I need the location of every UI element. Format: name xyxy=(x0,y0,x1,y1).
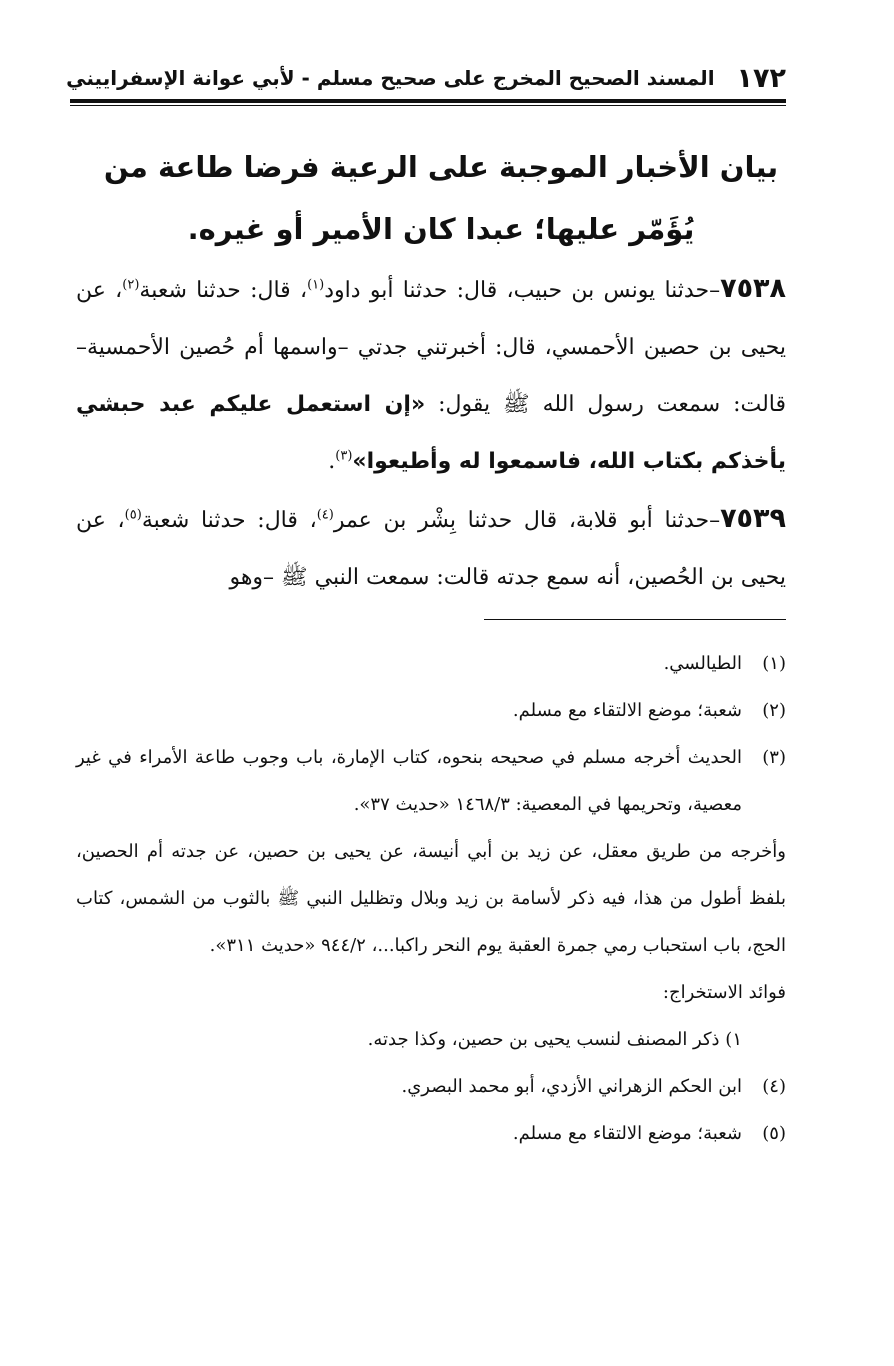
footnote-text: الحديث أخرجه مسلم في صحيحه بنحوه، كتاب الإمارة، باب وجوب طاعة الأمراء في غير معصية، وتحريمها في المعصية: ١٤٦٨/٣ «حديث ٣٧». xyxy=(76,747,742,815)
footnote xyxy=(76,734,786,828)
footnote-ref[interactable]: (١) xyxy=(307,277,325,293)
prophetic-quote: «إن استعمل عليكم عبد حبشي يأخذكم بكتاب الله، فاسمعوا له وأطيعوا» xyxy=(76,392,786,474)
hadith-text: ، عن يحيى بن حصين الأحمسي، قال: أخبرتني جدتي –واسمها أم حُصين الأحمسية– قالت: سمعت رسول الله ﷺ يقول: xyxy=(76,278,787,417)
footnote-text: شعبة؛ موضع الالتقاء مع مسلم. xyxy=(512,1123,742,1144)
chapter-title: بيان الأخبار الموجبة على الرعية فرضا طاعة من يُؤَمّر عليها؛ عبدا كان الأمير أو غيره. xyxy=(103,150,779,246)
footnotes xyxy=(76,640,786,1157)
footnote-ref[interactable]: (٤) xyxy=(316,507,334,523)
footnote-marker: (١) xyxy=(762,653,786,674)
hadith-number: ٧٥٣٩ xyxy=(720,503,786,534)
header-rule-thick xyxy=(70,99,786,103)
footnote-continuation: وأخرجه من طريق معقل، عن زيد بن أبي أنيسة، عن يحيى بن حصين، عن جدته أم الحصين، بلفظ أطول من هذا، فيه ذكر لأسامة بن زيد وبلال وتظليل النبي ﷺ بالثوب من الشمس، كتاب الحج، باب استحباب رمي جمرة العقبة يوم النحر راكبا...، ٩٤٤/٢ «حديث ٣١١». xyxy=(76,841,786,956)
hadith-paragraph xyxy=(76,260,786,490)
footnote-ref[interactable]: (٢) xyxy=(122,277,140,293)
footnote-marker: (٥) xyxy=(762,1123,786,1144)
header-rule-thin xyxy=(70,105,786,106)
hadith-text: –حدثنا يونس بن حبيب، قال: حدثنا أبو داود xyxy=(324,278,721,303)
extraction-benefit: ١) ذكر المصنف لنسب يحيى بن حصين، وكذا جدته. xyxy=(367,1029,742,1050)
hadith-text: ، عن يحيى بن الحُصين، أنه سمع جدته قالت: سمعت النبي ﷺ –وهو xyxy=(76,508,786,590)
hadith-paragraph xyxy=(76,490,786,606)
footnote-ref[interactable]: (٣) xyxy=(335,448,353,464)
footnote-text: الطيالسي. xyxy=(663,653,742,674)
footnote xyxy=(76,1063,786,1110)
hadith-text: –حدثنا أبو قلابة، قال حدثنا بِشْر بن عمر xyxy=(333,508,721,533)
footnote-ref[interactable]: (٥) xyxy=(124,507,142,523)
hadith-text: ، قال: حدثنا شعبة xyxy=(139,278,308,303)
footnote-separator xyxy=(484,619,786,620)
footnote-text: شعبة؛ موضع الالتقاء مع مسلم. xyxy=(512,700,742,721)
extraction-benefits-title: فوائد الاستخراج: xyxy=(662,982,786,1003)
footnote-marker: (٤) xyxy=(762,1076,786,1097)
hadith-text: ، قال: حدثنا شعبة xyxy=(141,508,317,533)
footnote-text: ابن الحكم الزهراني الأزدي، أبو محمد البصري. xyxy=(401,1076,742,1097)
footnote xyxy=(76,640,786,687)
hadith-text: . xyxy=(328,449,336,474)
hadith-number: ٧٥٣٨ xyxy=(720,273,787,304)
footnote xyxy=(76,1110,786,1157)
running-title: المسند الصحيح المخرج على صحيح مسلم - لأبي عوانة الإسفراييني xyxy=(66,66,715,90)
footnote-marker: (٣) xyxy=(762,747,786,768)
main-text xyxy=(76,260,786,606)
footnote-marker: (٢) xyxy=(762,700,786,721)
page-number: ١٧٢ xyxy=(736,62,786,94)
running-header xyxy=(66,58,786,98)
footnote xyxy=(76,687,786,734)
